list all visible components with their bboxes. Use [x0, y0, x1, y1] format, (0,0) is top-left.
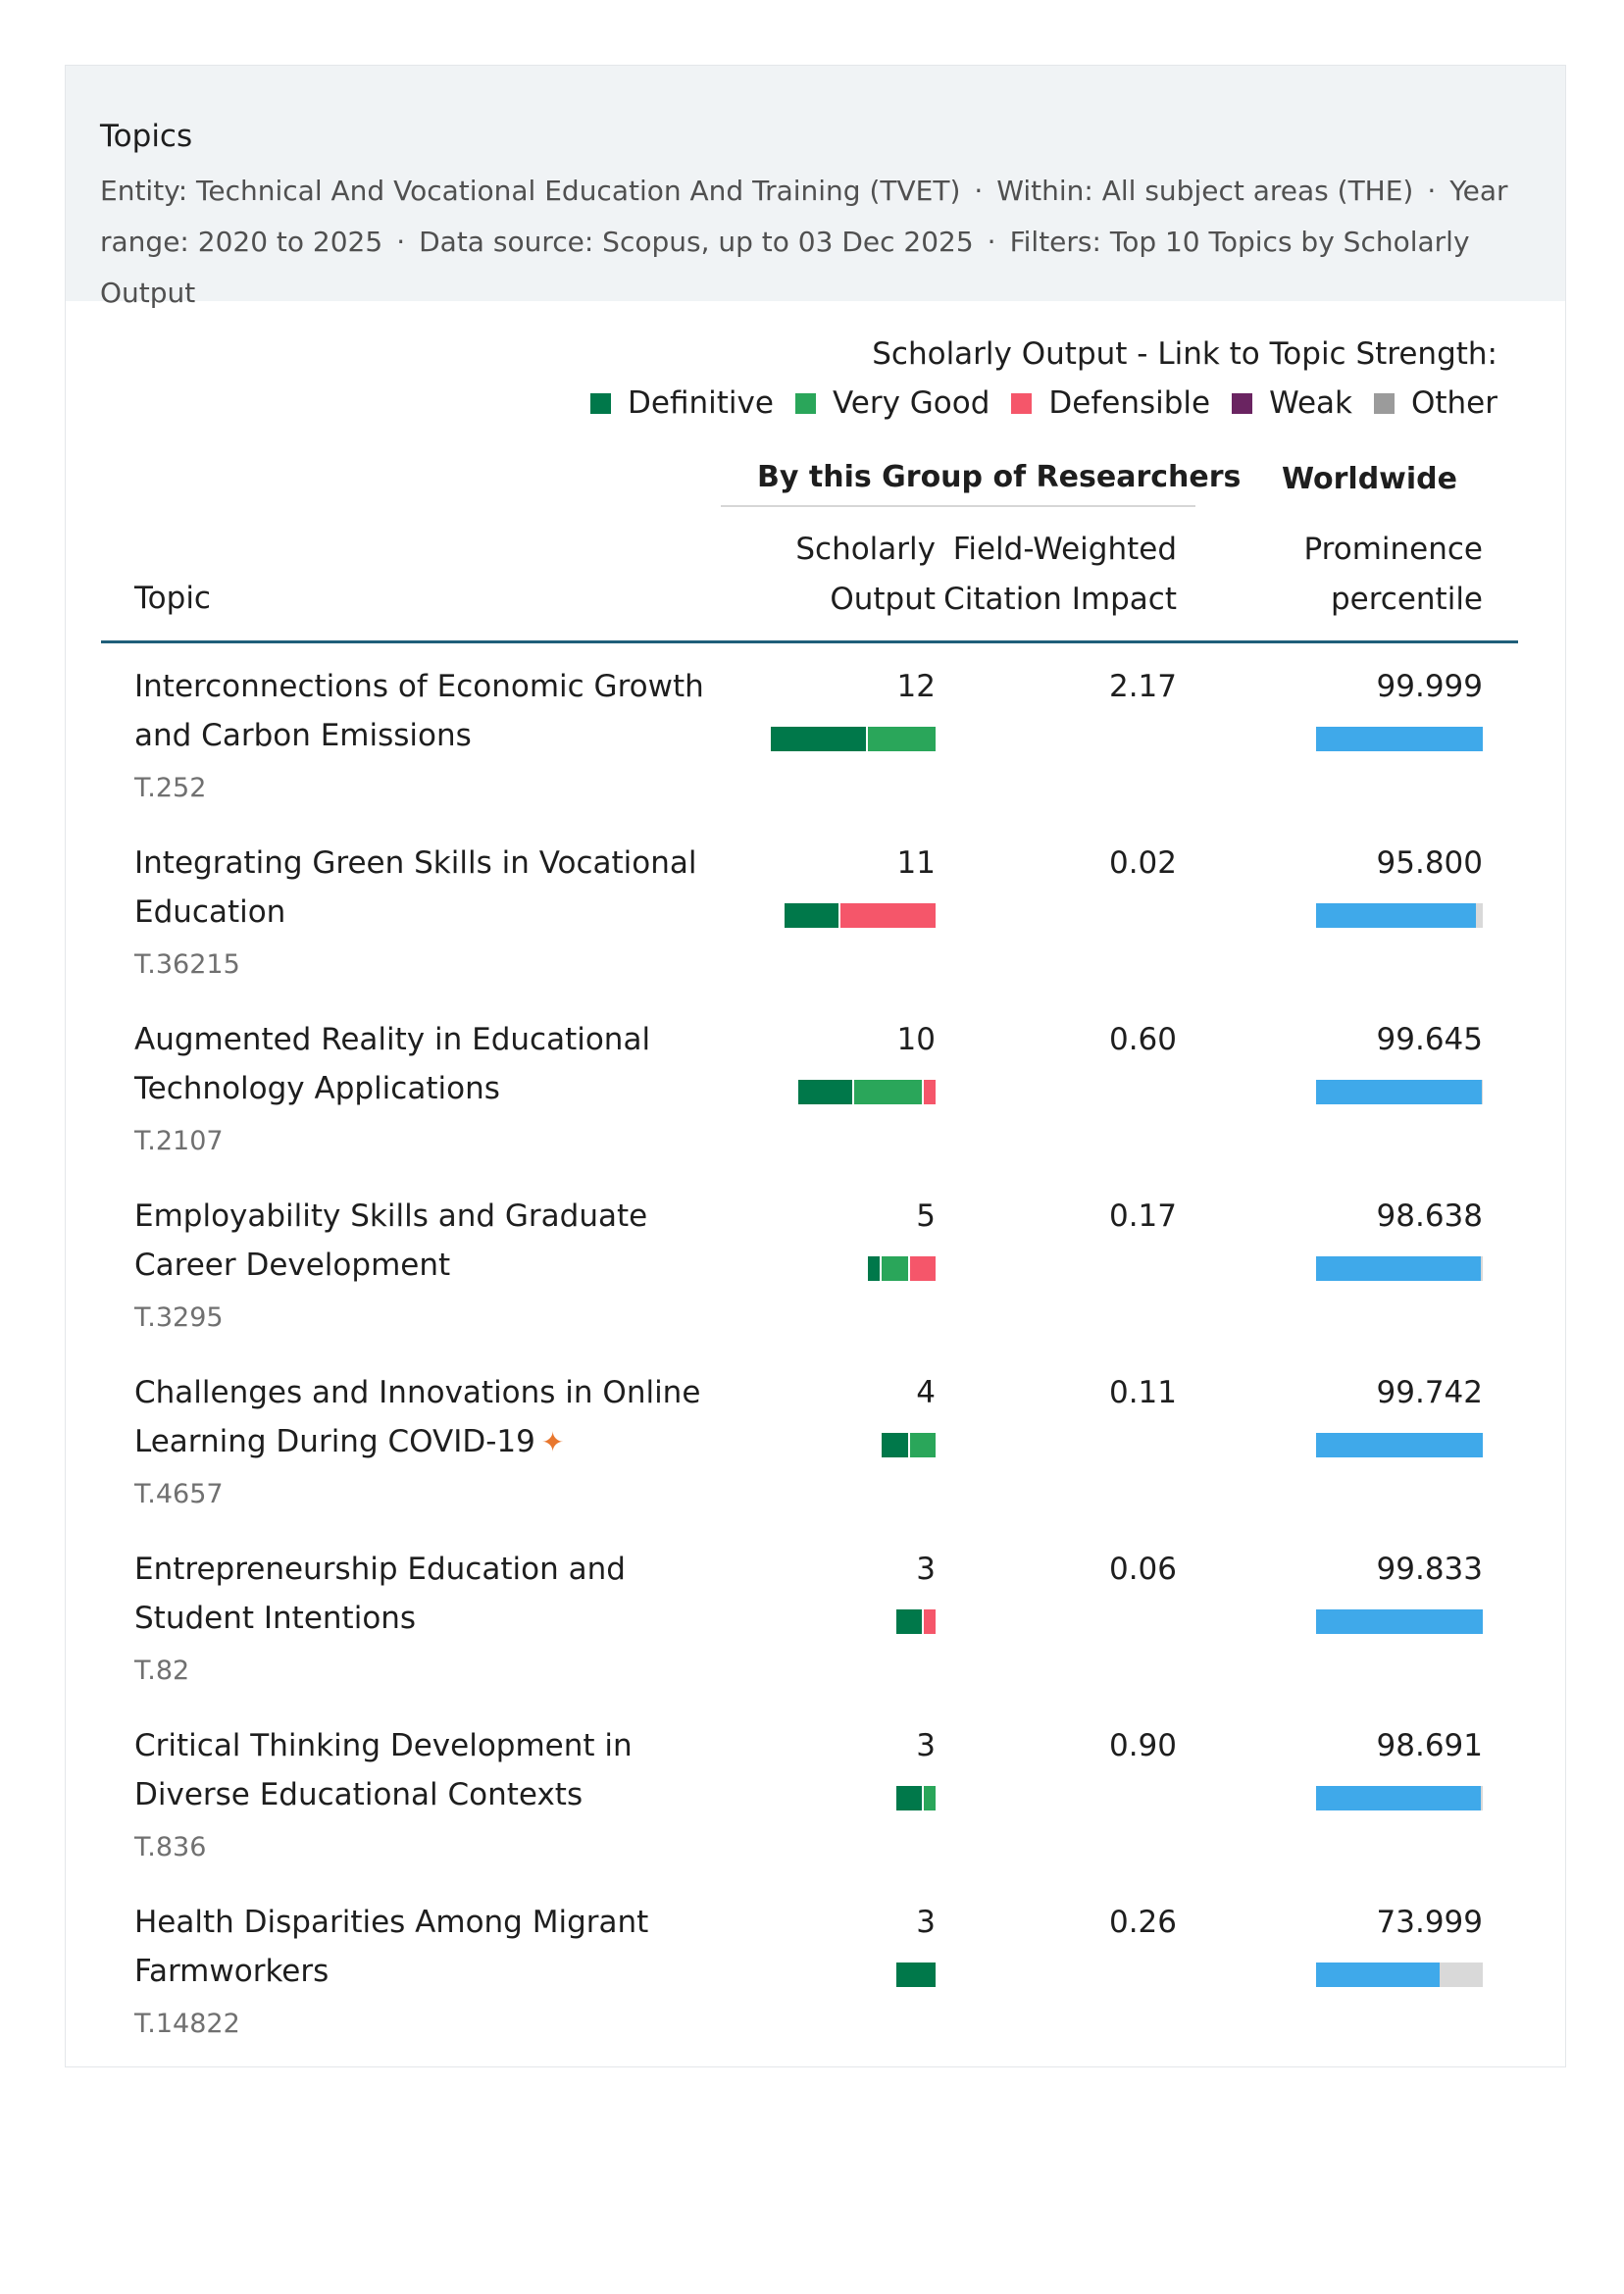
strength-bar: [866, 1256, 936, 1281]
table-row[interactable]: [66, 1015, 1565, 1192]
legend-swatch: [795, 393, 816, 414]
prominence-value: 73.999: [1376, 1905, 1483, 1940]
legend-item: [1232, 385, 1352, 421]
strength-bar-defensible: [924, 1080, 936, 1104]
topic-name-text[interactable]: Employability Skills and Graduate Career Development: [134, 1198, 648, 1283]
topic-id: T.36215: [134, 949, 240, 980]
table-row[interactable]: [66, 839, 1565, 1015]
table-row[interactable]: [66, 1898, 1565, 2074]
scholarly-output-value: 10: [896, 1022, 936, 1057]
prominence-value: 98.638: [1376, 1198, 1483, 1234]
topic-name-text[interactable]: Challenges and Innovations in Online Learning During COVID-19: [134, 1375, 701, 1459]
prominence-bar-fill: [1316, 1609, 1483, 1634]
prominence-bar: [1316, 1963, 1483, 1987]
fwci-value: 0.17: [1108, 1198, 1177, 1234]
fwci-value: 0.02: [1108, 845, 1177, 881]
col-header-line: Citation Impact: [943, 582, 1177, 617]
col-header-line: Field-Weighted: [952, 532, 1177, 567]
legend-item: [1374, 385, 1497, 421]
prominence-bar: [1316, 1609, 1483, 1634]
scholarly-output-value: 11: [896, 845, 936, 881]
fwci-value: 0.26: [1108, 1905, 1177, 1940]
topic-name-text[interactable]: Health Disparities Among Migrant Farmworkers: [134, 1905, 649, 1989]
legend-swatch: [590, 393, 611, 414]
scholarly-output-value: 3: [916, 1552, 936, 1587]
table-row[interactable]: [66, 1192, 1565, 1368]
separator-dot: ·: [974, 175, 984, 207]
data-source-label: Data source: Scopus, up to 03 Dec 2025: [419, 226, 974, 258]
prominence-value: 99.833: [1376, 1552, 1483, 1587]
table-row[interactable]: [66, 1721, 1565, 1898]
table-row[interactable]: [66, 662, 1565, 839]
strength-bar-very-good: [868, 727, 936, 751]
col-prominence-header: [1304, 525, 1483, 625]
topic-id: T.82: [134, 1656, 190, 1686]
prominence-bar-fill: [1316, 1080, 1482, 1104]
fwci-value: 0.11: [1108, 1375, 1177, 1410]
topic-name[interactable]: [134, 662, 723, 760]
strength-bar-definitive: [785, 903, 838, 928]
col-header-line: percentile: [1330, 582, 1483, 617]
prominence-value: 99.645: [1376, 1022, 1483, 1057]
separator-dot: ·: [1427, 175, 1437, 207]
entity-label: Entity: Technical And Vocational Education And Training (TVET): [100, 175, 961, 207]
group-researchers-heading: By this Group of Researchers: [757, 460, 1242, 494]
separator-dot: ·: [396, 226, 406, 258]
col-topic-header: Topic: [134, 581, 211, 616]
strength-bar-very-good: [910, 1433, 936, 1457]
strength-bar-definitive: [798, 1080, 852, 1104]
strength-bar-very-good: [854, 1080, 922, 1104]
strength-bar-definitive: [868, 1256, 880, 1281]
legend-label: Very Good: [832, 385, 990, 421]
strength-bar-definitive: [896, 1963, 937, 1987]
legend-item: [1011, 385, 1210, 421]
separator-dot: ·: [987, 226, 996, 258]
prominence-value: 99.999: [1376, 669, 1483, 704]
topic-name-text[interactable]: Entrepreneurship Education and Student Intentions: [134, 1552, 626, 1636]
strength-bar: [880, 1433, 936, 1457]
strength-bar: [894, 1963, 937, 1987]
panel-title: Topics: [100, 119, 193, 154]
topic-name[interactable]: [134, 1015, 723, 1113]
scholarly-output-value: 5: [916, 1198, 936, 1234]
fwci-value: 0.60: [1108, 1022, 1177, 1057]
prominence-value: 95.800: [1376, 845, 1483, 881]
topic-id: T.14822: [134, 2009, 240, 2039]
prominence-bar: [1316, 1433, 1483, 1457]
strength-bar: [769, 727, 936, 751]
legend-label: Weak: [1269, 385, 1352, 421]
topic-name-text[interactable]: Integrating Green Skills in Vocational Education: [134, 845, 697, 930]
col-scholarly-output-header: [795, 525, 936, 625]
header-rule: [101, 640, 1518, 643]
legend-label: Definitive: [628, 385, 774, 421]
strength-bar: [894, 1786, 936, 1810]
scholarly-output-value: 3: [916, 1905, 936, 1940]
scholarly-output-value: 12: [896, 669, 936, 704]
col-fwci-header: [943, 525, 1177, 625]
prominence-bar-fill: [1316, 1786, 1481, 1810]
group-underline: [721, 505, 1195, 507]
strength-bar: [783, 903, 936, 928]
filter-summary: [100, 166, 1532, 319]
legend-swatch: [1374, 393, 1395, 414]
legend-swatch: [1232, 393, 1252, 414]
topic-name[interactable]: [134, 1898, 723, 1996]
fwci-value: 0.06: [1108, 1552, 1177, 1587]
strength-bar-definitive: [882, 1433, 907, 1457]
col-header-line: Output: [830, 582, 936, 617]
topics-panel: [65, 65, 1566, 2067]
fwci-value: 2.17: [1108, 669, 1177, 704]
strength-legend: [569, 385, 1497, 421]
legend-title: Scholarly Output - Link to Topic Strength:: [872, 336, 1497, 372]
year-range-label: Year range: 2020 to 2025: [100, 175, 1508, 258]
within-label: Within: All subject areas (THE): [996, 175, 1414, 207]
filters-label: Filters: Top 10 Topics by Scholarly Output: [100, 226, 1470, 309]
prominence-bar: [1316, 1786, 1483, 1810]
prominence-bar: [1316, 1256, 1483, 1281]
strength-bar: [894, 1609, 936, 1634]
prominence-bar-fill: [1316, 903, 1476, 928]
strength-bar-definitive: [771, 727, 866, 751]
strength-bar: [796, 1080, 936, 1104]
topic-name[interactable]: [134, 1368, 723, 1467]
legend-label: Defensible: [1048, 385, 1211, 421]
topic-name-text[interactable]: Augmented Reality in Educational Technology Applications: [134, 1022, 651, 1106]
fwci-value: 0.90: [1108, 1728, 1177, 1763]
panel-header: [66, 66, 1565, 309]
prominence-value: 98.691: [1376, 1728, 1483, 1763]
table-row[interactable]: [66, 1368, 1565, 1545]
prominence-bar: [1316, 1080, 1483, 1104]
strength-bar-very-good: [924, 1786, 936, 1810]
col-header-line: Scholarly: [795, 532, 936, 567]
topic-id: T.3295: [134, 1302, 224, 1333]
worldwide-heading: Worldwide: [1282, 462, 1458, 496]
prominence-bar-fill: [1316, 1256, 1481, 1281]
strength-bar-defensible: [840, 903, 936, 928]
topic-name[interactable]: [134, 839, 723, 937]
prominence-bar: [1316, 903, 1483, 928]
topic-name-text[interactable]: Interconnections of Economic Growth and Carbon Emissions: [134, 669, 704, 753]
legend-label: Other: [1410, 385, 1497, 421]
prominence-value: 99.742: [1376, 1375, 1483, 1410]
strength-bar-defensible: [910, 1256, 936, 1281]
topic-id: T.2107: [134, 1126, 224, 1156]
prominence-bar-fill: [1316, 727, 1483, 751]
table-row[interactable]: [66, 1545, 1565, 1721]
topic-name[interactable]: [134, 1192, 723, 1290]
topic-id: T.4657: [134, 1479, 224, 1509]
legend-item: [795, 385, 990, 421]
strength-bar-very-good: [882, 1256, 907, 1281]
topic-name[interactable]: [134, 1545, 723, 1643]
prominence-bar: [1316, 727, 1483, 751]
scholarly-output-value: 4: [916, 1375, 936, 1410]
scholarly-output-value: 3: [916, 1728, 936, 1763]
strength-bar-definitive: [896, 1609, 922, 1634]
legend-item: [590, 385, 774, 421]
strength-bar-defensible: [924, 1609, 936, 1634]
topic-name-text[interactable]: Critical Thinking Development in Diverse Educational Contexts: [134, 1728, 633, 1812]
prominence-bar-fill: [1316, 1963, 1440, 1987]
col-header-line: Prominence: [1303, 532, 1483, 567]
topic-id: T.252: [134, 773, 207, 803]
emerging-star-icon: ✦: [540, 1426, 565, 1458]
legend-swatch: [1011, 393, 1032, 414]
topic-name[interactable]: [134, 1721, 723, 1819]
prominence-bar-fill: [1316, 1433, 1483, 1457]
topic-id: T.836: [134, 1832, 207, 1862]
strength-bar-definitive: [896, 1786, 922, 1810]
